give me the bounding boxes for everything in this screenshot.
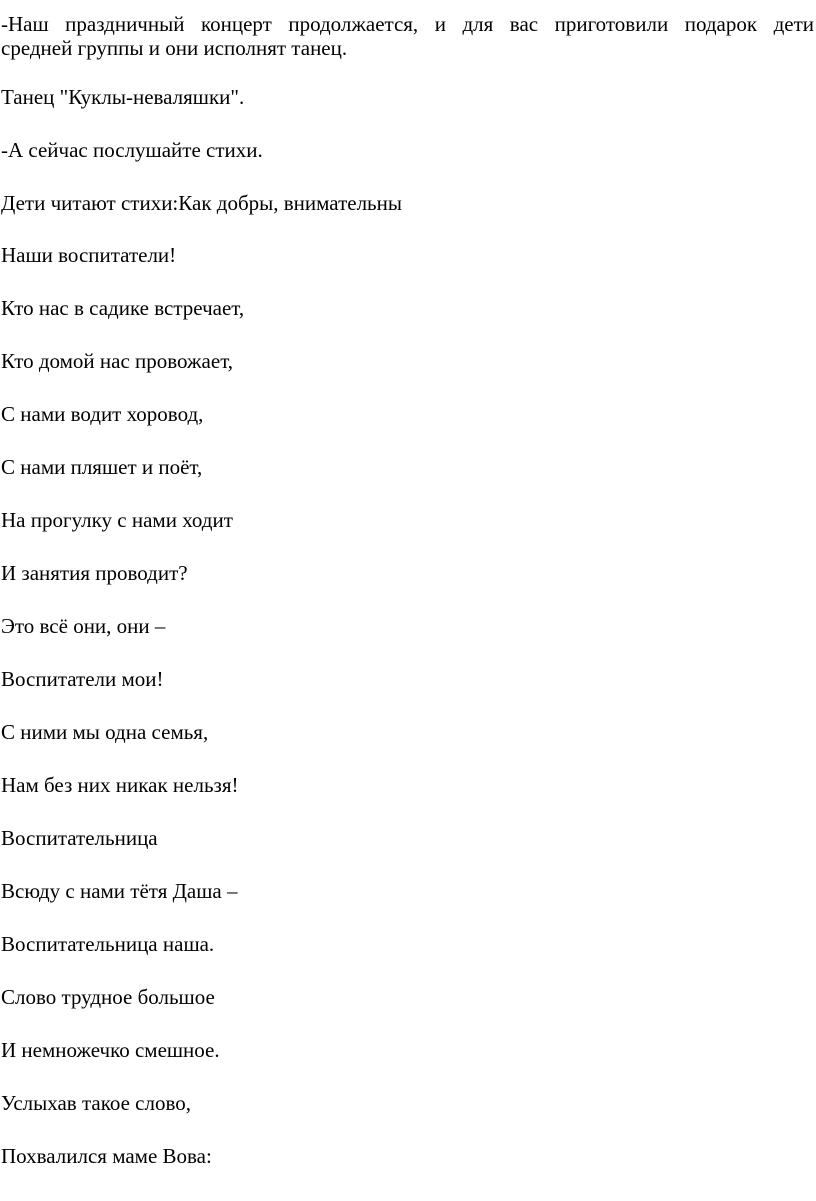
poem-line: Наши воспитатели! <box>1 243 177 267</box>
poem-line: И немножечко смешное. <box>1 1038 220 1062</box>
intro-line-2: средней группы и они исполнят танец. <box>1 36 348 60</box>
poem-line: Это всё они, они – <box>1 614 166 638</box>
poem-line: Похвалился маме Вова: <box>1 1144 212 1168</box>
paragraph-listen-poems: -А сейчас послушайте стихи. <box>1 138 263 162</box>
poem-line: Воспитательница наша. <box>1 932 215 956</box>
poem-line: Кто нас в садике встречает, <box>1 296 245 320</box>
poem-line: На прогулку с нами ходит <box>1 508 233 532</box>
paragraph-dance-title: Танец "Куклы-неваляшки". <box>1 85 245 109</box>
paragraph-children-read: Дети читают стихи:Как добры, внимательны <box>1 191 402 215</box>
intro-line-1: -Наш праздничный концерт продолжается, и для вас приготовили подарок дети <box>1 12 814 36</box>
poem-line: Услыхав такое слово, <box>1 1091 192 1115</box>
speaker-label: Воспитательница <box>1 826 158 850</box>
poem-line: С нами пляшет и поёт, <box>1 455 203 479</box>
poem-line: Нам без них никак нельзя! <box>1 773 239 797</box>
poem-line: Кто домой нас провожает, <box>1 349 234 373</box>
poem-line: Воспитатели мои! <box>1 667 164 691</box>
poem-line: И занятия проводит? <box>1 561 188 585</box>
intro-paragraph <box>1 12 814 60</box>
poem-line: Слово трудное большое <box>1 985 215 1009</box>
poem-line: С ними мы одна семья, <box>1 720 209 744</box>
poem-line: С нами водит хоровод, <box>1 402 204 426</box>
poem-line: Всюду с нами тётя Даша – <box>1 879 238 903</box>
